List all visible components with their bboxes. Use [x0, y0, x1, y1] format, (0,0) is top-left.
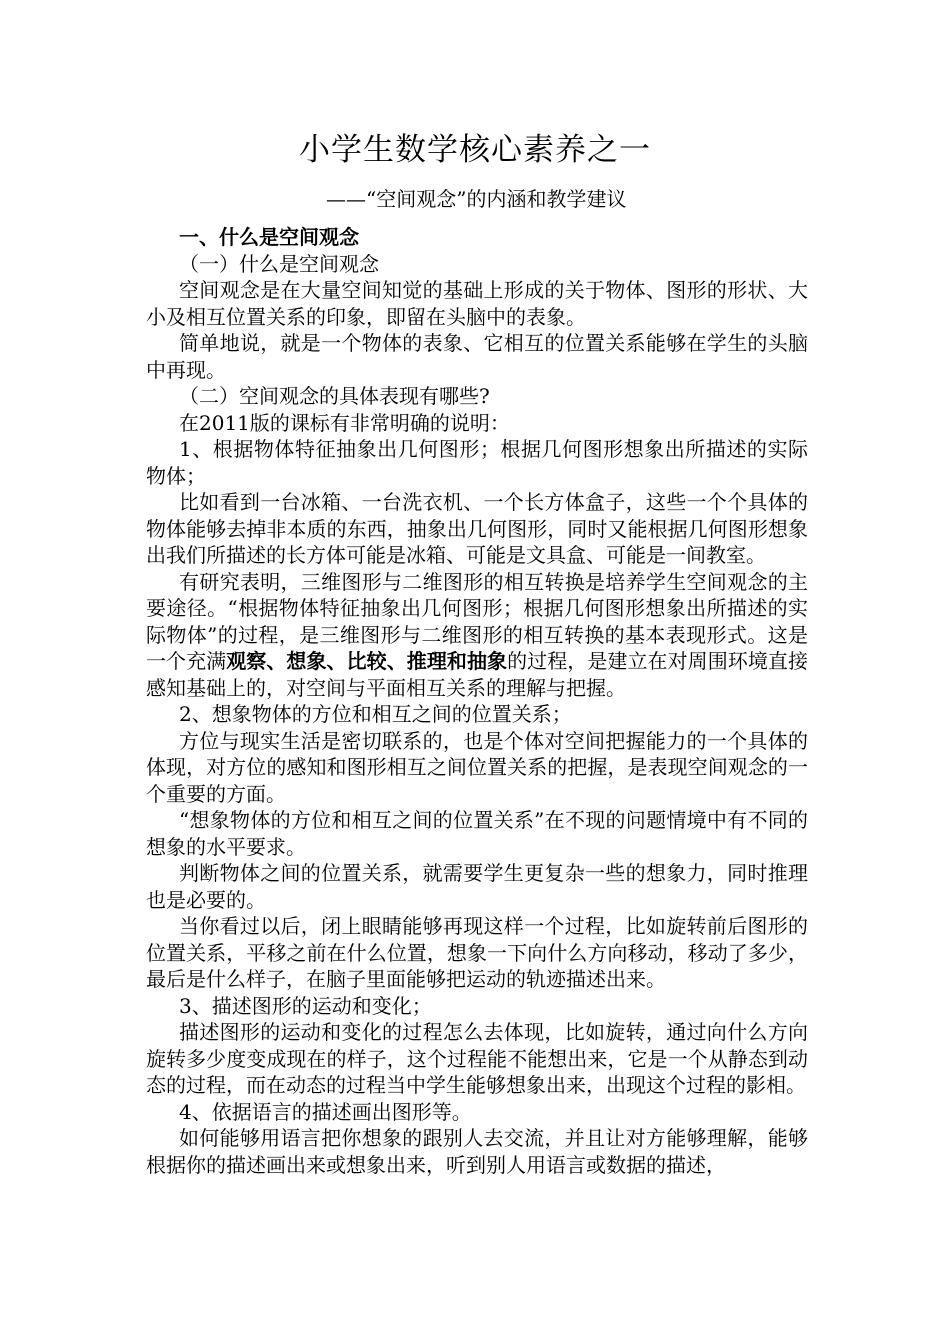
paragraph: 简单地说，就是一个物体的表象、它相互的位置关系能够在学生的头脑中再现。: [146, 331, 808, 382]
list-item: 1、根据物体特征抽象出几何图形；根据几何图形想象出所描述的实际物体；: [146, 437, 808, 488]
paragraph: 比如看到一台冰箱、一台洗衣机、一个长方体盒子，这些一个个具体的物体能够去掉非本质的东西，抽象出几何图形，同时又能根据几何图形想象出我们所描述的长方体可能是冰箱、可能是文具盒、可能是一间教室。: [146, 490, 808, 567]
paragraph: 如何能够用语言把你想象的跟别人去交流，并且让对方能够理解，能够根据你的描述画出来或想象出来，听到别人用语言或数据的描述，: [146, 1126, 808, 1177]
list-item: 4、依据语言的描述画出图形等。: [179, 1099, 472, 1124]
section-heading: 一、什么是空间观念: [179, 225, 359, 249]
paragraph: 当你看过以后，闭上眼睛能够再现这样一个过程，比如旋转前后图形的位置关系，平移之前在什么位置，想象一下向什么方向移动，移动了多少，最后是什么样子，在脑子里面能够把运动的轨迹描述出来。: [146, 914, 808, 991]
paragraph: 描述图形的运动和变化的过程怎么去体现，比如旋转，通过向什么方向旋转多少度变成现在的样子，这个过程能不能想出来，它是一个从静态到动态的过程，而在动态的过程当中学生能够想象出来，出现这个过程的影相。: [146, 1020, 808, 1097]
paragraph: 空间观念是在大量空间知觉的基础上形成的关于物体、图形的形状、大小及相互位置关系的印象，即留在头脑中的表象。: [146, 278, 808, 329]
document-title: 小学生数学核心素养之一: [299, 132, 651, 168]
paragraph: 方位与现实生活是密切联系的，也是个体对空间把握能力的一个具体的体现，对方位的感知和图形相互之间位置关系的把握，是表现空间观念的一个重要的方面。: [146, 728, 808, 806]
document-subtitle: ——“空间观念”的内涵和教学建议: [326, 187, 627, 211]
paragraph: “想象物体的方位和相互之间的位置关系”在不现的问题情境中有不同的想象的水平要求。: [146, 808, 808, 859]
paragraph-text: 有研究表明，三维图形与二维图形的相互转换是培养学生空间观念的主要途径。“根据物体特征抽象出几何图形；根据几何图形想象出所描述的实际物体”的过程，是三维图形与二维图形的相互转换的基本表现形式。这是一个充满: [146, 569, 808, 673]
list-item: 3、描述图形的运动和变化；: [179, 993, 432, 1018]
subsection-heading: （一）什么是空间观念: [179, 251, 379, 276]
paragraph: 在2011版的课标有非常明确的说明：: [179, 410, 510, 435]
paragraph: 判断物体之间的位置关系，就需要学生更复杂一些的想象力，同时推理也是必要的。: [146, 861, 808, 912]
subsection-heading: （二）空间观念的具体表现有哪些?: [179, 384, 490, 408]
paragraph: [146, 569, 808, 702]
list-item: 2、想象物体的方位和相互之间的位置关系；: [179, 702, 572, 726]
paragraph-text: 的过程，是建立在对周围环境直接感知基础上的，对空间与平面相互关系的理解与把握。: [146, 649, 808, 700]
emphasized-text: 观察、想象、比较、推理和抽象: [226, 649, 508, 673]
document-body: [146, 224, 808, 1178]
